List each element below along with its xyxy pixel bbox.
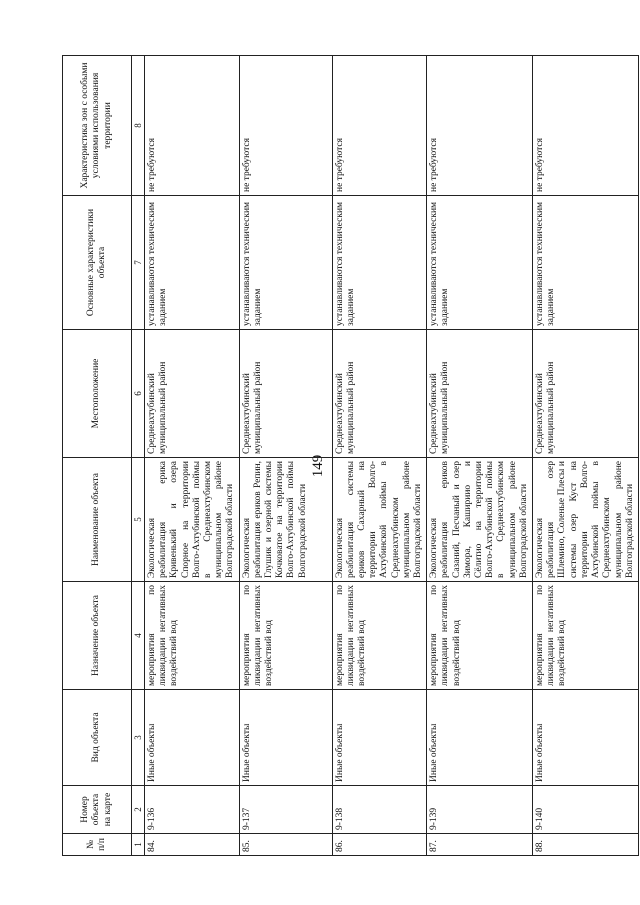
cell-purpose: мероприятия по ликвидации негативных воздействий вод [332, 582, 427, 690]
cell-location: Среднеахтубинский муниципальный район [427, 330, 533, 458]
header-characteristics: Основные характеристики объекта [63, 196, 132, 330]
cell-kind: Иные объекты [427, 690, 533, 786]
table-row [145, 56, 240, 856]
header-num: № п/п [63, 834, 132, 856]
cell-map-no: 9-139 [427, 786, 533, 834]
cell-name: Экологическая реабилитация ериков Сазаний, Песчаный и озер Зимора, Кашириио и Сёлитио на территории Волго-Ахтубинской поймы в Среднеахтубинском муниципальном районе Волгоградской области [427, 458, 533, 582]
cell-map-no: 9-136 [145, 786, 240, 834]
table-row [239, 56, 332, 856]
cell-kind: Иные объекты [239, 690, 332, 786]
cell-zones: не требуются [427, 56, 533, 196]
table-row [533, 56, 639, 856]
cell-name: Экологическая реабилитация ерика Кривенький и озера Спорное на территории Волго-Ахтубинской поймы в Среднеахтубинском муниципальном районе Волгоградской области [145, 458, 240, 582]
column-number: 2 [132, 786, 145, 834]
cell-num: 87. [427, 834, 533, 856]
cell-name: Экологическая реабилитация озер Шлемино, Соленые Плесы и системы озер Куст на территории Волго-Ахтубинской поймы в Среднеахтубинском муниципальном районе Волгоградской области [533, 458, 639, 582]
rotated-table-container [62, 56, 635, 856]
column-number: 6 [132, 330, 145, 458]
header-purpose: Назначение объекта [63, 582, 132, 690]
cell-zones: не требуются [239, 56, 332, 196]
cell-characteristics: устанавливаются техническим заданием [332, 196, 427, 330]
cell-characteristics: устанавливаются техническим заданием [427, 196, 533, 330]
header-name: Наименование объекта [63, 458, 132, 582]
cell-map-no: 9-138 [332, 786, 427, 834]
cell-characteristics: устанавливаются техническим заданием [533, 196, 639, 330]
column-number: 1 [132, 834, 145, 856]
cell-num: 84. [145, 834, 240, 856]
column-number: 5 [132, 458, 145, 582]
cell-characteristics: устанавливаются техническим заданием [145, 196, 240, 330]
objects-table [62, 55, 639, 856]
header-row [63, 56, 132, 856]
cell-purpose: мероприятия по ликвидации негативных воздействий вод [427, 582, 533, 690]
column-number: 4 [132, 582, 145, 690]
cell-location: Среднеахтубинский муниципальный район [533, 330, 639, 458]
cell-zones: не требуются [533, 56, 639, 196]
cell-kind: Иные объекты [533, 690, 639, 786]
cell-num: 85. [239, 834, 332, 856]
table-row [427, 56, 533, 856]
cell-kind: Иные объекты [145, 690, 240, 786]
cell-num: 86. [332, 834, 427, 856]
cell-purpose: мероприятия по ликвидации негативных воздействий вод [533, 582, 639, 690]
header-location: Местоположение [63, 330, 132, 458]
cell-map-no: 9-137 [239, 786, 332, 834]
cell-zones: не требуются [332, 56, 427, 196]
cell-name: Экологическая реабилитация ериков Репин, Глушик и озерной системы Кочковатое на территории Волго-Ахтубинской поймы Волгоградской области [239, 458, 332, 582]
cell-kind: Иные объекты [332, 690, 427, 786]
cell-name: Экологическая реабилитация системы ериков Сахарный на территории Волго-Ахтубинской поймы в Среднеахтубинском муниципальном районе Волгоградской области [332, 458, 427, 582]
header-kind: Вид объекта [63, 690, 132, 786]
column-number-row [132, 56, 145, 856]
header-map-no: Номер объекта на карте [63, 786, 132, 834]
cell-location: Среднеахтубинский муниципальный район [239, 330, 332, 458]
column-number: 3 [132, 690, 145, 786]
cell-purpose: мероприятия по ликвидации негативных воздействий вод [239, 582, 332, 690]
table-header [63, 56, 145, 856]
header-zones: Характеристика зон с особыми условиями использования территории [63, 56, 132, 196]
column-number: 7 [132, 196, 145, 330]
cell-purpose: мероприятия по ликвидации негативных воздействий вод [145, 582, 240, 690]
cell-zones: не требуются [145, 56, 240, 196]
cell-location: Среднеахтубинский муниципальный район [332, 330, 427, 458]
table-row [332, 56, 427, 856]
table-body [145, 56, 639, 856]
page-number: 149 [310, 454, 326, 478]
column-number: 8 [132, 56, 145, 196]
cell-characteristics: устанавливаются техническим заданием [239, 196, 332, 330]
cell-num: 88. [533, 834, 639, 856]
cell-location: Среднеахтубинский муниципальный район [145, 330, 240, 458]
cell-map-no: 9-140 [533, 786, 639, 834]
